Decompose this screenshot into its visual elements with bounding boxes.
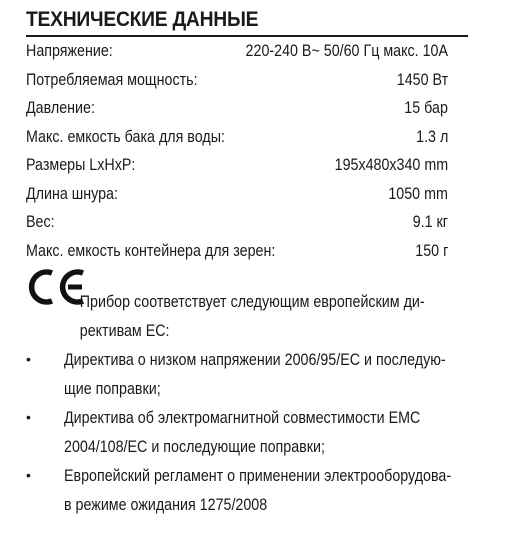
directive-line: Директива о низком напряжении 2006/95/ЕС и последую-	[64, 350, 446, 369]
directive-line: Директива об электромагнитной совместимости ЕМС	[64, 408, 421, 427]
spec-row	[26, 237, 448, 266]
spec-value: 220-240 В~ 50/60 Гц макс. 10А	[245, 41, 448, 60]
spec-label: Напряжение:	[26, 41, 113, 60]
spec-label: Давление:	[26, 98, 95, 117]
bullet-icon: •	[26, 409, 31, 425]
spec-value: 1.3 л	[415, 126, 448, 146]
spec-row	[26, 37, 448, 66]
spec-label: Макс. емкость контейнера для зерен:	[26, 240, 276, 260]
list-item	[26, 461, 496, 519]
spec-row	[26, 151, 448, 180]
list-item	[26, 345, 496, 403]
spec-value: 1450 Вт	[396, 69, 448, 89]
directive-line: Европейский регламент о применении электрооборудова-	[64, 466, 452, 485]
directive-line: 2004/108/ЕС и последующие поправки;	[64, 437, 325, 456]
spec-value: 15 бар	[404, 98, 448, 117]
spec-label: Вес:	[26, 212, 55, 231]
spec-label: Размеры LxHxP:	[26, 155, 136, 174]
tech-data-section	[26, 6, 496, 340]
spec-label: Макс. емкость бака для воды:	[26, 126, 225, 146]
spec-value: 195x480x340 mm	[334, 155, 448, 174]
spec-value: 1050 mm	[388, 183, 448, 203]
spec-label: Потребляемая мощность:	[26, 69, 198, 89]
ce-statement-line: рективам ЕС:	[79, 321, 170, 340]
spec-table	[26, 37, 448, 265]
list-item	[26, 403, 496, 461]
spec-value: 150 г	[414, 240, 448, 260]
directive-line: в режиме ожидания 1275/2008	[64, 495, 268, 514]
spec-row	[26, 94, 448, 123]
spec-row	[26, 66, 448, 95]
ce-statement	[26, 287, 496, 345]
bullet-icon: •	[26, 467, 31, 483]
directive-list	[26, 345, 496, 519]
ce-compliance	[26, 267, 496, 340]
directive-line: щие поправки;	[64, 379, 161, 398]
spec-row	[26, 123, 448, 152]
spec-row	[26, 180, 448, 209]
spec-label: Длина шнура:	[26, 183, 118, 203]
spec-row	[26, 208, 448, 237]
section-title: ТЕХНИЧЕСКИЕ ДАННЫЕ	[26, 8, 259, 31]
bullet-icon: •	[26, 351, 31, 367]
ce-statement-line: Прибор соответствует следующим европейским ди-	[79, 292, 425, 311]
spec-value: 9.1 кг	[412, 212, 448, 231]
